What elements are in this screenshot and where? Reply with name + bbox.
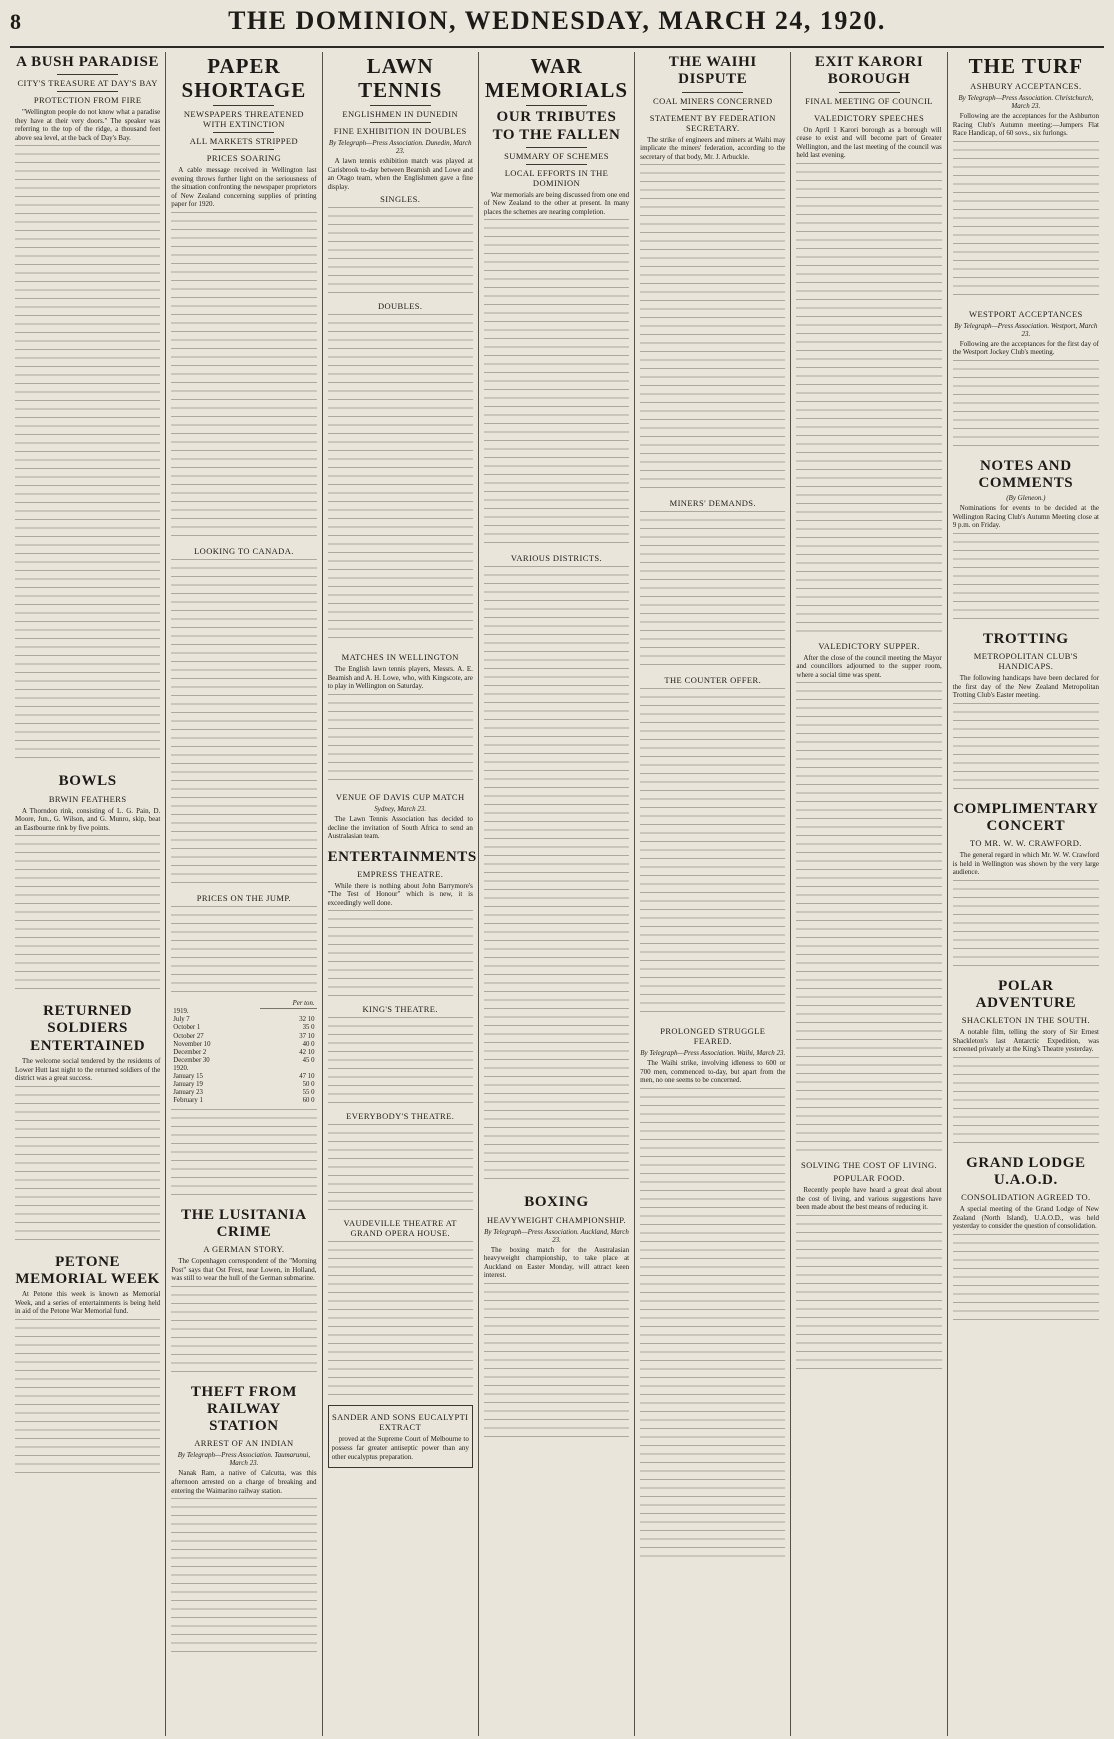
article-lead: Recently people have heard a great deal about the cost of living, and various suggestions have been made about the best means of reducing it. [796,1186,942,1212]
table-cell-date: February 1 [173,1096,203,1104]
headline: COMPLIMENTARY CONCERT [953,800,1099,834]
article-returned-soldiers [15,1003,160,1245]
article-lead: The boxing match for the Australasian heavyweight championship, to take place at Auckland on Easter Monday, will attract keen interest. [483,1245,630,1280]
table-cell-price: 40 0 [302,1040,315,1048]
article-lusitania [171,1207,316,1376]
table-cell-date: January 15 [173,1072,203,1080]
section-subhead: LOOKING TO CANADA. [194,545,294,556]
body-text [953,1057,1099,1147]
subheadline: LOCAL EFFORTS IN THE DOMINION [504,167,609,188]
article-prolonged-struggle [640,1026,785,1558]
dateline: By Telegraph—Press Association. Westport, March 23. [954,321,1098,338]
table-cell-price: 45 0 [302,1056,315,1064]
table-cell-price [260,1065,316,1073]
article-tennis-wellington [328,652,473,784]
headline: BOWLS [58,773,117,790]
divider [682,92,743,93]
body-text [484,219,629,549]
subheadline: FINAL MEETING OF COUNCIL [805,95,933,106]
body-text [640,164,785,494]
article-westport [953,309,1099,450]
table-row [171,1024,316,1032]
columns [10,52,1104,1736]
body-text [953,141,1099,301]
body-text [328,1124,473,1214]
body-text [953,880,1099,970]
table-cell-date: July 7 [173,1016,190,1024]
body-text [796,1215,941,1375]
article-the-turf [953,54,1099,301]
body-text [171,1498,316,1658]
dateline: By Telegraph—Press Association. Waihi, March 23. [640,1049,786,1058]
subheadline: CONSOLIDATION AGREED TO. [961,1192,1091,1203]
divider [370,122,431,123]
article-lead: A special meeting of the Grand Lodge of New Zealand (North Island), U.A.O.D., was held yesterday to consider the question of consolidation. [952,1205,1099,1231]
body-text [171,559,316,889]
table-cell-date: October 27 [173,1032,204,1040]
masthead [10,6,1104,48]
table-row [171,1041,316,1049]
body-text [640,688,785,1018]
subheadline: BRWIN FEATHERS [48,793,127,804]
column-6 [791,52,947,1736]
body-text [171,1109,316,1199]
table-cell-date: 1920. [173,1064,189,1072]
article-lead: Following are the acceptances for the Ashburton Racing Club's Autumn meeting:—Jumpers Flat Race Handicap, of 60 sovs., six furlongs. [952,112,1099,138]
article-davis-cup [328,792,473,841]
divider [213,105,274,106]
byline: (By Gleneon.) [1006,494,1046,503]
body-text [15,145,160,765]
article-lead: The Copenhagen correspondent of the "Morning Post" says that Ost Frest, near Lowen, in Holland, was still to wear the hull of the German submarine. [171,1257,317,1283]
divider [526,147,587,148]
table-row [171,1073,316,1081]
headline: PAPER SHORTAGE [181,54,307,103]
body-text [328,207,473,297]
table-header-row [171,1000,316,1009]
headline: THE WAIHI DISPUTE [668,54,757,88]
article-lead: At Petone this week is known as Memorial Week, and a series of entertainments is being held in aid of the Petone War Memorial fund. [15,1290,161,1316]
body-text [15,1086,160,1246]
divider [526,105,587,106]
subheadline: CITY'S TREASURE AT DAY'S BAY [17,78,158,89]
subheadline: COAL MINERS CONCERNED [653,95,773,106]
column-3 [323,52,479,1736]
article-railway-theft [171,1384,316,1658]
headline: GRAND LODGE U.A.O.D. [966,1154,1086,1189]
article-valedictory-supper [796,641,941,1153]
table-header-blank [171,1000,260,1009]
body-text [15,835,160,995]
divider [839,92,900,93]
article-entertainments [327,848,477,1468]
page-number: 8 [10,9,21,34]
table-row [171,1008,316,1016]
headline: NOTES AND COMMENTS [978,457,1074,492]
subheadline: A GERMAN STORY. [203,1244,285,1255]
headline: A BUSH PARADISE [16,54,160,70]
article-war-memorials [484,54,629,1186]
subheadline: PROTECTION FROM FIRE [33,95,142,106]
section-subhead: MINERS' DEMANDS. [669,498,756,509]
table-cell-date: November 10 [173,1040,211,1048]
section-subhead: KING'S THEATRE. [362,1004,438,1015]
table-cell-price [260,1008,316,1016]
headline: LAWN TENNIS [358,54,443,103]
article-trotting [953,631,1099,793]
article-lead: Nanak Ram, a native of Calcutta, was this afternoon arrested on a charge of breaking and entering the Waimarino railway station. [171,1469,317,1495]
headline: RETURNED SOLDIERS ENTERTAINED [30,1003,146,1054]
article-bush-paradise [15,54,160,765]
article-bowls [15,773,160,995]
divider [213,149,274,150]
subheadline: STATEMENT BY FEDERATION SECRETARY. [649,112,776,133]
subheadline: MATCHES IN WELLINGTON [341,652,459,663]
body-text [15,1319,160,1479]
article-cost-of-living [796,1160,941,1375]
divider [57,74,118,75]
article-polar-adventure [953,978,1099,1147]
section-subhead: PRICES ON THE JUMP. [196,892,292,903]
table-cell-date: January 23 [173,1088,203,1096]
body-text [328,910,473,1000]
advertisement [328,1405,473,1468]
article-lead: A cable message received in Wellington last evening throws further light on the seriousness of the situation confronting the newspaper proprietors of New Zealand concerning supplies of printing paper for 1920. [171,166,317,209]
section-subhead: DOUBLES. [377,301,423,312]
body-text [328,314,473,644]
dateline: By Telegraph—Press Association. Dunedin, March 23. [328,139,472,156]
article-grand-lodge [953,1155,1099,1324]
article-lead: A lawn tennis exhibition match was played at Carisbrook to-day between Beamish and Lowe and an Otago team, when the Englishmen gave a fine display. [327,157,473,191]
table-row [171,1089,316,1097]
headline: BOXING [524,1194,589,1211]
subheadline: ASHBURY ACCEPTANCES. [970,81,1082,92]
body-text [171,906,316,996]
article-lead: Following are the acceptances for the first day of the Westport Jockey Club's meeting. [952,339,1099,357]
article-lead: The Lawn Tennis Association has decided to decline the invitation of South Africa to send an Australasian team. [327,815,473,841]
article-petone-memorial [15,1254,160,1479]
table-cell-date: January 19 [173,1080,203,1088]
table-cell-price: 55 0 [302,1088,315,1096]
subheadline: WESTPORT ACCEPTANCES [969,308,1083,319]
headline: THE LUSITANIA CRIME [181,1206,307,1240]
section-subhead: THE COUNTER OFFER. [664,675,762,686]
body-text [953,1234,1099,1324]
article-complimentary-concert [953,801,1099,970]
subheadline: PROLONGED STRUGGLE FEARED. [660,1026,766,1047]
article-lead: The general regard in which Mr. W. W. Crawford is held in Wellington was shown by the very large audience. [952,851,1099,877]
column-7 [948,52,1104,1736]
headline: PETONE MEMORIAL WEEK [15,1253,160,1287]
divider [526,164,587,165]
section-subhead: EMPRESS THEATRE. [357,868,444,879]
divider [682,109,743,110]
body-text [796,163,941,633]
body-text [953,533,1099,623]
article-lead: After the close of the council meeting the Mayor and councillors adjourned to the supper room, where a social time was spent. [796,653,942,679]
article-lead: Nominations for events to be decided at the Wellington Racing Club's Autumn Meeting close at 9 p.m. on Friday. [952,504,1099,530]
table-cell-date: December 2 [173,1048,207,1056]
subheadline: FINE EXHIBITION IN DOUBLES [333,126,467,137]
divider [213,132,274,133]
body-text [953,360,1099,450]
headline: TROTTING [983,630,1069,647]
subheadline: ALL MARKETS STRIPPED [189,136,299,147]
subheadline: PRICES SOARING [206,153,282,164]
article-karori-borough [796,54,941,633]
article-lead: While there is nothing about John Barrymore's "The Test of Honour" which is new, it is exceedingly well done. [327,881,473,907]
table-row [171,1049,316,1057]
section-subhead: SINGLES. [380,194,421,205]
divider [370,105,431,106]
subheadline: POPULAR FOOD. [833,1173,905,1184]
article-lead: The following handicaps have been declared for the first day of the New Zealand Metropolitan Trotting Club's Easter meeting. [952,674,1099,700]
article-notes-comments [953,458,1099,623]
table-cell-price: 35 0 [302,1024,315,1032]
table-header: Per ton. [260,1000,316,1009]
body-text [484,1283,629,1443]
body-text [953,703,1099,793]
article-lead: "Wellington people do not know what a paradise they have at their very doors." The speaker was referring to the top of the ridge, a thousand feet above sea level, at the back of Day's Bay. [15,108,161,142]
body-text [328,694,473,784]
subheadline: SHACKLETON IN THE SOUTH. [961,1015,1090,1026]
body-text [171,212,316,542]
subheadline: SOLVING THE COST OF LIVING. [801,1160,938,1171]
table-row [171,1016,316,1024]
article-lead: On April 1 Karori borough as a borough will cease to exist and will become part of Greater Wellington, and the last meeting of the council was held last evening. [796,125,942,160]
column-5 [635,52,791,1736]
table-row [171,1057,316,1065]
section-subhead: VAUDEVILLE THEATRE AT GRAND OPERA HOUSE. [343,1218,457,1239]
subheadline: SUMMARY OF SCHEMES [504,150,609,161]
table-cell-price: 50 0 [302,1080,315,1088]
table-row [171,1081,316,1089]
subheadline: ARREST OF AN INDIAN [194,1438,294,1449]
dateline: By Telegraph—Press Association. Christchurch, March 23. [958,94,1094,111]
table-cell-date: October 1 [173,1024,201,1032]
subheadline: TO MR. W. W. CRAWFORD. [969,838,1082,849]
headline: POLAR ADVENTURE [975,977,1077,1012]
body-text [640,1088,785,1558]
section-subhead: VARIOUS DISTRICTS. [510,553,603,564]
table-row [171,1033,316,1041]
article-lead: A Thorndon rink, consisting of L. G. Pain, D. Moore, Jun., G. Wilson, and G. Munro, skip, beat an Eastbourne rink by five points. [15,806,161,832]
subheadline: NEWSPAPERS THREATENED WITH EXTINCTION [183,109,304,130]
subheadline: OUR TRIBUTES TO THE FALLEN [492,109,621,143]
table-cell-date: 1919. [173,1008,189,1016]
table-cell-price: 32 10 [299,1016,315,1024]
body-text [796,682,941,1152]
paper-price-table [171,1000,316,1105]
column-1 [10,52,166,1736]
article-paper-shortage [171,54,316,1199]
ad-text: proved at the Supreme Court of Melbourne to possess far greater antiseptic power than any other eucalyptus preparation. [331,1435,469,1461]
body-text [484,566,629,1186]
article-lead: A notable film, telling the story of Sir Ernest Shackleton's last Antarctic Expedition, was screened privately at the King's Theatre yesterday. [952,1028,1099,1054]
article-boxing [484,1194,629,1442]
table-cell-price: 37 10 [299,1032,315,1040]
body-text [171,1286,316,1376]
body-text [640,511,785,671]
subheadline: VENUE OF DAVIS CUP MATCH [335,792,465,802]
article-lead: War memorials are being discussed from one end of New Zealand to the other at present. In many places the schemes are nearing completion. [483,190,630,216]
article-lead: The Waihi strike, involving idleness to 600 or 700 men, commenced to-day, but apart from the men, no one seems to be concerned. [640,1059,786,1085]
table-cell-price: 60 0 [302,1096,315,1104]
divider [57,91,118,92]
divider [839,109,900,110]
table-row [171,1065,316,1073]
dateline: By Telegraph—Press Association. Taumarunui, March 23. [177,1451,311,1468]
subheadline: VALEDICTORY SUPPER. [818,640,920,651]
dateline: By Telegraph—Press Association. Auckland, March 23. [484,1227,629,1244]
headline: EXIT KARORI BOROUGH [814,54,924,88]
headline: ENTERTAINMENTS [327,848,477,865]
table-cell-price: 47 10 [299,1072,315,1080]
dateline: Sydney, March 23. [374,805,427,813]
subheadline: VALEDICTORY SPEECHES [814,112,925,123]
body-text [328,1017,473,1107]
headline: THE TURF [968,54,1084,78]
body-text [328,1241,473,1401]
subheadline: HEAVYWEIGHT CHAMPIONSHIP. [486,1214,627,1225]
article-lead: The strike of engineers and miners at Waihi may implicate the miners' federation, according to the secretary of that body, Mr. J. Arbuckle. [640,135,786,161]
column-4 [479,52,635,1736]
table-cell-date: December 30 [173,1056,210,1064]
subheadline: ENGLISHMEN IN DUNEDIN [342,109,458,120]
column-2 [166,52,322,1736]
subheadline: METROPOLITAN CLUB'S HANDICAPS. [973,651,1078,672]
table-cell-price: 42 10 [299,1048,315,1056]
headline: WAR MEMORIALS [484,54,629,103]
newspaper-title: THE DOMINION, WEDNESDAY, MARCH 24, 1920. [228,6,886,35]
headline: THEFT FROM RAILWAY STATION [190,1383,297,1435]
article-lawn-tennis [328,54,473,644]
article-lead: The welcome social tendered by the residents of Lower Hutt last night to the returned soldiers of the district was a great success. [15,1056,161,1083]
ad-title: SANDER AND SONS EUCALYPTI EXTRACT [331,1412,469,1433]
article-waihi-dispute [640,54,785,1018]
article-lead: The English lawn tennis players, Messrs. A. E. Beamish and A. H. Lowe, who, with Kingscote, are to play in Wellington on Saturday. [327,665,473,691]
table-row [171,1097,316,1105]
section-subhead: EVERYBODY'S THEATRE. [346,1111,455,1122]
